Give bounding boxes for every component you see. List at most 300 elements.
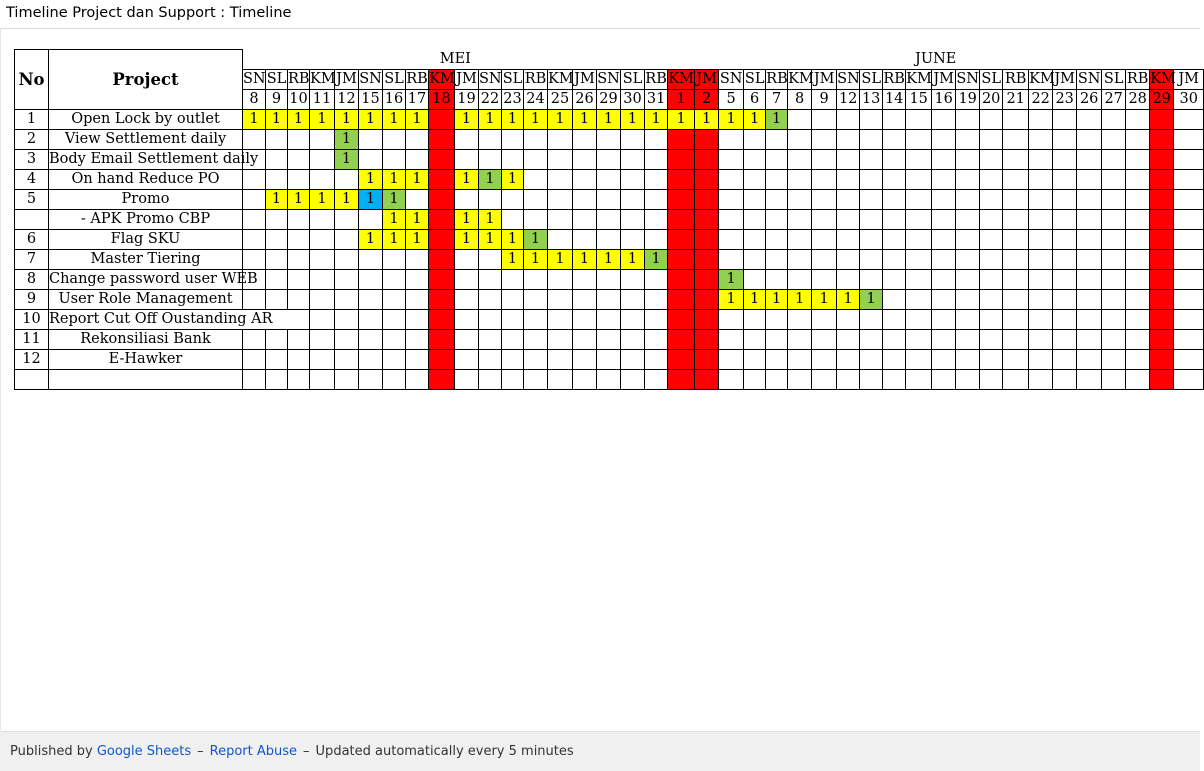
project-name xyxy=(49,209,243,229)
timeline-cell: 1 xyxy=(597,249,621,269)
timeline-cell xyxy=(906,349,932,369)
timeline-cell xyxy=(524,129,548,149)
timeline-cell xyxy=(956,149,980,169)
timeline-cell: 1 xyxy=(455,109,479,129)
timeline-cell xyxy=(1053,109,1077,129)
timeline-cell xyxy=(479,249,502,269)
date-header-cell: 5 xyxy=(719,89,744,109)
timeline-cell xyxy=(860,109,883,129)
timeline-cell xyxy=(1029,289,1053,309)
publish-footer xyxy=(0,731,1200,771)
date-header-cell: 9 xyxy=(266,89,288,109)
timeline-cell xyxy=(695,349,719,369)
timeline-cell xyxy=(548,269,573,289)
day-header-cell: RB xyxy=(883,69,906,89)
timeline-cell xyxy=(1126,109,1150,129)
timeline-cell xyxy=(812,109,837,129)
timeline-cell xyxy=(429,369,455,389)
timeline-cell xyxy=(1053,169,1077,189)
row-number: 5 xyxy=(15,189,49,209)
timeline-cell xyxy=(266,129,288,149)
date-header-cell: 8 xyxy=(788,89,812,109)
timeline-cell: 1 xyxy=(383,209,406,229)
project-name xyxy=(49,189,243,209)
day-header-cell: KM xyxy=(429,69,455,89)
timeline-cell xyxy=(719,169,744,189)
timeline-cell: 1 xyxy=(695,109,719,129)
timeline-cell xyxy=(524,349,548,369)
day-header-cell: JM xyxy=(573,69,597,89)
timeline-cell xyxy=(548,309,573,329)
timeline-cell: 1 xyxy=(524,249,548,269)
timeline-cell xyxy=(1174,249,1204,269)
timeline-cell xyxy=(597,209,621,229)
timeline-cell: 1 xyxy=(744,109,766,129)
timeline-cell xyxy=(744,209,766,229)
date-header-cell: 10 xyxy=(288,89,310,109)
date-header-cell: 16 xyxy=(383,89,406,109)
timeline-cell xyxy=(597,369,621,389)
day-header-cell: RB xyxy=(524,69,548,89)
timeline-cell xyxy=(695,129,719,149)
timeline-cell xyxy=(956,349,980,369)
timeline-table xyxy=(14,49,1204,390)
timeline-cell xyxy=(744,369,766,389)
timeline-cell xyxy=(383,289,406,309)
timeline-cell xyxy=(1003,149,1029,169)
timeline-cell xyxy=(502,349,524,369)
timeline-cell xyxy=(455,129,479,149)
table-row xyxy=(15,269,1204,289)
timeline-cell xyxy=(429,349,455,369)
table-row xyxy=(15,129,1204,149)
timeline-cell xyxy=(288,249,310,269)
timeline-cell xyxy=(524,289,548,309)
timeline-cell xyxy=(548,369,573,389)
timeline-cell xyxy=(1003,129,1029,149)
timeline-cell xyxy=(956,329,980,349)
timeline-cell xyxy=(719,229,744,249)
timeline-cell xyxy=(502,189,524,209)
timeline-cell xyxy=(668,369,695,389)
timeline-cell xyxy=(956,309,980,329)
timeline-cell xyxy=(744,129,766,149)
timeline-cell xyxy=(573,149,597,169)
project-name-text: View Settlement daily xyxy=(64,130,227,147)
timeline-cell: 1 xyxy=(766,289,788,309)
timeline-cell xyxy=(766,129,788,149)
timeline-cell xyxy=(860,329,883,349)
timeline-cell xyxy=(837,329,860,349)
timeline-cell xyxy=(359,329,383,349)
day-header-cell: KM xyxy=(548,69,573,89)
timeline-cell xyxy=(479,369,502,389)
timeline-cell xyxy=(1003,369,1029,389)
timeline-cell xyxy=(383,349,406,369)
timeline-cell xyxy=(1003,189,1029,209)
timeline-cell xyxy=(1150,109,1174,129)
timeline-cell xyxy=(1150,349,1174,369)
timeline-cell xyxy=(860,129,883,149)
timeline-cell xyxy=(1174,269,1204,289)
timeline-cell xyxy=(883,309,906,329)
project-name-text: Open Lock by outlet xyxy=(71,110,220,127)
timeline-cell xyxy=(837,169,860,189)
timeline-cell xyxy=(455,149,479,169)
timeline-cell xyxy=(383,269,406,289)
timeline-cell xyxy=(548,229,573,249)
timeline-cell xyxy=(548,289,573,309)
project-name xyxy=(49,129,243,149)
timeline-cell: 1 xyxy=(548,249,573,269)
timeline-cell xyxy=(837,149,860,169)
timeline-cell xyxy=(932,129,956,149)
timeline-cell xyxy=(906,149,932,169)
timeline-cell xyxy=(812,129,837,149)
timeline-cell xyxy=(479,129,502,149)
timeline-cell xyxy=(1174,329,1204,349)
timeline-cell: 1 xyxy=(288,109,310,129)
google-sheets-link[interactable]: Google Sheets xyxy=(96,744,192,759)
timeline-cell xyxy=(1102,329,1126,349)
timeline-cell xyxy=(932,289,956,309)
timeline-cell xyxy=(310,269,335,289)
timeline-cell: 1 xyxy=(502,229,524,249)
timeline-cell xyxy=(288,269,310,289)
timeline-cell xyxy=(455,189,479,209)
timeline-cell xyxy=(1077,109,1102,129)
timeline-cell xyxy=(335,249,359,269)
timeline-cell xyxy=(288,209,310,229)
timeline-cell xyxy=(645,229,668,249)
timeline-cell xyxy=(524,329,548,349)
timeline-cell xyxy=(980,349,1003,369)
timeline-cell xyxy=(788,229,812,249)
timeline-cell xyxy=(288,169,310,189)
timeline-cell xyxy=(1150,309,1174,329)
timeline-cell xyxy=(479,269,502,289)
date-header-cell: 22 xyxy=(1029,89,1053,109)
timeline-cell xyxy=(1126,369,1150,389)
timeline-cell xyxy=(788,209,812,229)
timeline-cell xyxy=(524,369,548,389)
timeline-cell xyxy=(956,229,980,249)
timeline-cell xyxy=(837,129,860,149)
timeline-cell xyxy=(1077,249,1102,269)
timeline-cell xyxy=(597,349,621,369)
timeline-cell xyxy=(621,229,645,249)
timeline-cell xyxy=(621,189,645,209)
project-name xyxy=(49,109,243,129)
timeline-cell xyxy=(860,189,883,209)
timeline-cell xyxy=(310,349,335,369)
date-header-cell: 19 xyxy=(956,89,980,109)
date-header-cell: 15 xyxy=(906,89,932,109)
timeline-cell xyxy=(288,129,310,149)
timeline-cell xyxy=(812,169,837,189)
day-header-cell: JM xyxy=(1053,69,1077,89)
timeline-cell: 1 xyxy=(744,289,766,309)
table-row xyxy=(15,209,1204,229)
timeline-cell xyxy=(980,309,1003,329)
timeline-cell xyxy=(932,369,956,389)
report-abuse-link[interactable]: Report Abuse xyxy=(209,744,298,759)
timeline-cell xyxy=(766,249,788,269)
timeline-cell xyxy=(310,289,335,309)
timeline-cell: 1 xyxy=(479,209,502,229)
timeline-cell xyxy=(1102,169,1126,189)
date-header-cell: 12 xyxy=(837,89,860,109)
day-header-cell: JM xyxy=(455,69,479,89)
timeline-cell xyxy=(1102,109,1126,129)
timeline-cell xyxy=(548,189,573,209)
timeline-cell xyxy=(502,209,524,229)
date-header-cell: 29 xyxy=(1150,89,1174,109)
row-number: 8 xyxy=(15,269,49,289)
timeline-cell xyxy=(906,269,932,289)
timeline-cell xyxy=(668,249,695,269)
timeline-cell: 1 xyxy=(668,109,695,129)
month-header: MEI xyxy=(243,50,668,70)
timeline-cell xyxy=(524,309,548,329)
timeline-cell xyxy=(1077,189,1102,209)
timeline-cell: 1 xyxy=(502,109,524,129)
timeline-cell xyxy=(812,369,837,389)
timeline-cell xyxy=(383,329,406,349)
timeline-cell xyxy=(645,329,668,349)
timeline-cell xyxy=(837,209,860,229)
footer-separator: – xyxy=(303,744,310,759)
timeline-cell: 1 xyxy=(645,109,668,129)
day-header-cell: SN xyxy=(597,69,621,89)
timeline-cell xyxy=(766,309,788,329)
timeline-cell xyxy=(668,149,695,169)
timeline-cell xyxy=(1126,149,1150,169)
timeline-cell xyxy=(266,289,288,309)
day-header-cell: SL xyxy=(1102,69,1126,89)
timeline-cell xyxy=(1029,149,1053,169)
timeline-cell: 1 xyxy=(406,209,429,229)
day-header-cell: JM xyxy=(335,69,359,89)
timeline-cell xyxy=(266,229,288,249)
timeline-cell xyxy=(812,209,837,229)
timeline-cell xyxy=(932,169,956,189)
date-header-cell: 22 xyxy=(479,89,502,109)
timeline-cell xyxy=(1174,149,1204,169)
timeline-cell xyxy=(883,369,906,389)
timeline-cell xyxy=(906,209,932,229)
timeline-cell xyxy=(719,249,744,269)
timeline-cell xyxy=(812,229,837,249)
date-header-cell: 15 xyxy=(359,89,383,109)
timeline-cell xyxy=(1126,249,1150,269)
timeline-cell xyxy=(335,349,359,369)
timeline-cell: 1 xyxy=(645,249,668,269)
timeline-cell xyxy=(455,269,479,289)
timeline-cell xyxy=(243,129,266,149)
timeline-cell xyxy=(788,149,812,169)
timeline-cell: 1 xyxy=(266,189,288,209)
timeline-cell xyxy=(1102,309,1126,329)
timeline-cell xyxy=(1150,249,1174,269)
timeline-cell xyxy=(1174,169,1204,189)
timeline-cell xyxy=(1077,349,1102,369)
timeline-cell: 1 xyxy=(383,189,406,209)
timeline-cell xyxy=(860,169,883,189)
timeline-cell xyxy=(573,129,597,149)
timeline-cell xyxy=(766,169,788,189)
project-name-text: Master Tiering xyxy=(90,250,201,267)
timeline-cell xyxy=(860,249,883,269)
timeline-cell xyxy=(956,189,980,209)
timeline-cell xyxy=(621,149,645,169)
day-header-cell: SL xyxy=(266,69,288,89)
timeline-cell xyxy=(695,309,719,329)
day-header-cell: RB xyxy=(1126,69,1150,89)
timeline-cell xyxy=(548,169,573,189)
timeline-cell xyxy=(310,149,335,169)
timeline-cell xyxy=(1003,169,1029,189)
timeline-cell xyxy=(266,249,288,269)
timeline-cell xyxy=(695,369,719,389)
timeline-cell xyxy=(744,189,766,209)
timeline-cell xyxy=(932,309,956,329)
timeline-cell xyxy=(695,189,719,209)
timeline-cell: 1 xyxy=(335,189,359,209)
timeline-cell xyxy=(1053,249,1077,269)
table-row xyxy=(15,229,1204,249)
timeline-cell xyxy=(597,329,621,349)
day-header-cell: KM xyxy=(310,69,335,89)
timeline-cell xyxy=(1029,249,1053,269)
timeline-cell xyxy=(406,289,429,309)
timeline-cell xyxy=(1150,149,1174,169)
timeline-cell xyxy=(288,229,310,249)
timeline-cell xyxy=(719,209,744,229)
timeline-cell xyxy=(383,129,406,149)
day-header-cell: JM xyxy=(1174,69,1204,89)
table-row xyxy=(15,349,1204,369)
timeline-cell xyxy=(406,309,429,329)
timeline-cell xyxy=(243,249,266,269)
timeline-cell xyxy=(932,209,956,229)
timeline-cell xyxy=(429,229,455,249)
timeline-cell xyxy=(883,129,906,149)
timeline-cell xyxy=(266,329,288,349)
timeline-cell xyxy=(883,229,906,249)
day-header-cell: JM xyxy=(812,69,837,89)
timeline-cell: 1 xyxy=(455,209,479,229)
timeline-cell xyxy=(1053,289,1077,309)
timeline-cell xyxy=(980,249,1003,269)
timeline-cell xyxy=(812,249,837,269)
timeline-cell xyxy=(335,329,359,349)
timeline-cell xyxy=(1174,109,1204,129)
row-number: 6 xyxy=(15,229,49,249)
timeline-cell xyxy=(1126,289,1150,309)
timeline-cell xyxy=(1053,189,1077,209)
timeline-cell xyxy=(383,369,406,389)
timeline-cell xyxy=(455,329,479,349)
update-note: Updated automatically every 5 minutes xyxy=(315,744,574,759)
timeline-cell xyxy=(1077,209,1102,229)
date-header-cell: 30 xyxy=(1174,89,1204,109)
timeline-cell xyxy=(788,169,812,189)
timeline-cell xyxy=(621,209,645,229)
timeline-cell: 1 xyxy=(455,229,479,249)
timeline-cell xyxy=(860,229,883,249)
timeline-cell xyxy=(597,289,621,309)
timeline-cell xyxy=(573,309,597,329)
timeline-cell xyxy=(766,269,788,289)
date-header-cell: 2 xyxy=(695,89,719,109)
timeline-cell xyxy=(502,309,524,329)
date-header-cell: 14 xyxy=(883,89,906,109)
timeline-cell xyxy=(1003,209,1029,229)
timeline-cell xyxy=(980,189,1003,209)
timeline-cell xyxy=(359,309,383,329)
timeline-cell xyxy=(1174,349,1204,369)
timeline-cell xyxy=(766,229,788,249)
timeline-cell xyxy=(956,269,980,289)
timeline-cell xyxy=(906,309,932,329)
date-header-cell: 26 xyxy=(573,89,597,109)
timeline-cell xyxy=(406,329,429,349)
timeline-cell xyxy=(766,209,788,229)
timeline-cell xyxy=(429,309,455,329)
project-name xyxy=(49,369,243,389)
timeline-cell xyxy=(1150,289,1174,309)
timeline-cell xyxy=(429,189,455,209)
timeline-cell xyxy=(645,149,668,169)
timeline-cell xyxy=(1053,149,1077,169)
timeline-cell xyxy=(932,229,956,249)
timeline-cell xyxy=(310,209,335,229)
timeline-cell xyxy=(906,229,932,249)
timeline-cell xyxy=(956,109,980,129)
timeline-cell xyxy=(1003,109,1029,129)
timeline-cell xyxy=(335,309,359,329)
timeline-cell xyxy=(719,349,744,369)
timeline-cell xyxy=(1150,269,1174,289)
timeline-cell xyxy=(243,289,266,309)
timeline-cell xyxy=(1077,229,1102,249)
timeline-cell: 1 xyxy=(359,109,383,129)
timeline-cell xyxy=(288,329,310,349)
timeline-cell xyxy=(524,269,548,289)
timeline-cell xyxy=(1029,169,1053,189)
timeline-cell xyxy=(524,169,548,189)
timeline-cell xyxy=(837,109,860,129)
timeline-cell xyxy=(1029,309,1053,329)
day-header-cell: SL xyxy=(502,69,524,89)
timeline-cell xyxy=(695,289,719,309)
timeline-cell xyxy=(980,369,1003,389)
timeline-cell xyxy=(932,109,956,129)
timeline-cell xyxy=(956,369,980,389)
timeline-cell xyxy=(288,369,310,389)
timeline-cell xyxy=(406,149,429,169)
timeline-cell: 1 xyxy=(524,109,548,129)
timeline-cell xyxy=(1102,249,1126,269)
timeline-cell xyxy=(429,289,455,309)
timeline-cell: 1 xyxy=(359,169,383,189)
project-name-text: Flag SKU xyxy=(110,230,181,247)
timeline-cell xyxy=(243,329,266,349)
timeline-cell xyxy=(1126,269,1150,289)
timeline-cell xyxy=(359,249,383,269)
timeline-cell xyxy=(788,329,812,349)
